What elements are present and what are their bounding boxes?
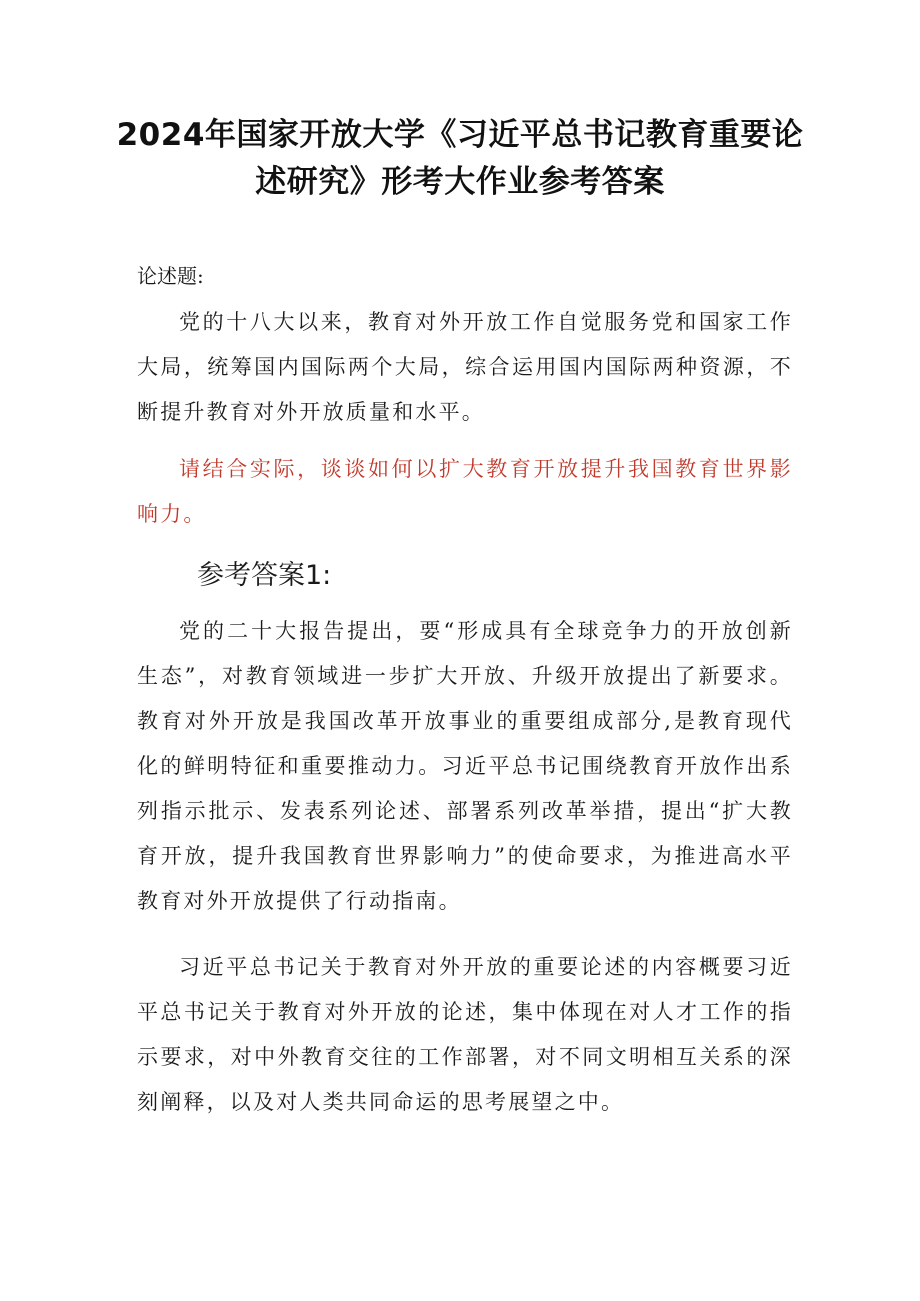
document-title: 2024年国家开放大学《习近平总书记教育重要论述研究》形考大作业参考答案 xyxy=(116,117,804,200)
section-label: 论述题: xyxy=(137,264,204,288)
answer-paragraph-2: 习近平总书记关于教育对外开放的重要论述的内容概要习近平总书记关于教育对外开放的论述，集中体现在对人才工作的指示要求，对中外教育交往的工作部署，对不同文明相互关系的深刻阐释，以及对人类共同命运的思考展望之中。 xyxy=(137,955,793,1114)
question-prompt-paragraph: 请结合实际，谈谈如何以扩大教育开放提升我国教育世界影响力。 xyxy=(137,457,793,526)
answer-heading: 参考答案1: xyxy=(197,560,332,591)
question-intro-paragraph: 党的十八大以来，教育对外开放工作自觉服务党和国家工作大局，统筹国内国际两个大局，综合运用国内国际两种资源，不断提升教育对外开放质量和水平。 xyxy=(137,310,793,424)
answer-paragraph-1: 党的二十大报告提出，要“形成具有全球竞争力的开放创新生态”，对教育领域进一步扩大开放、升级开放提出了新要求。教育对外开放是我国改革开放事业的重要组成部分,是教育现代化的鲜明特征和重要推动力。习近平总书记围绕教育开放作出系列指示批示、发表系列论述、部署系列改革举措，提出“扩大教育开放，提升我国教育世界影响力”的使命要求，为推进高水平教育对外开放提供了行动指南。 xyxy=(137,619,793,913)
